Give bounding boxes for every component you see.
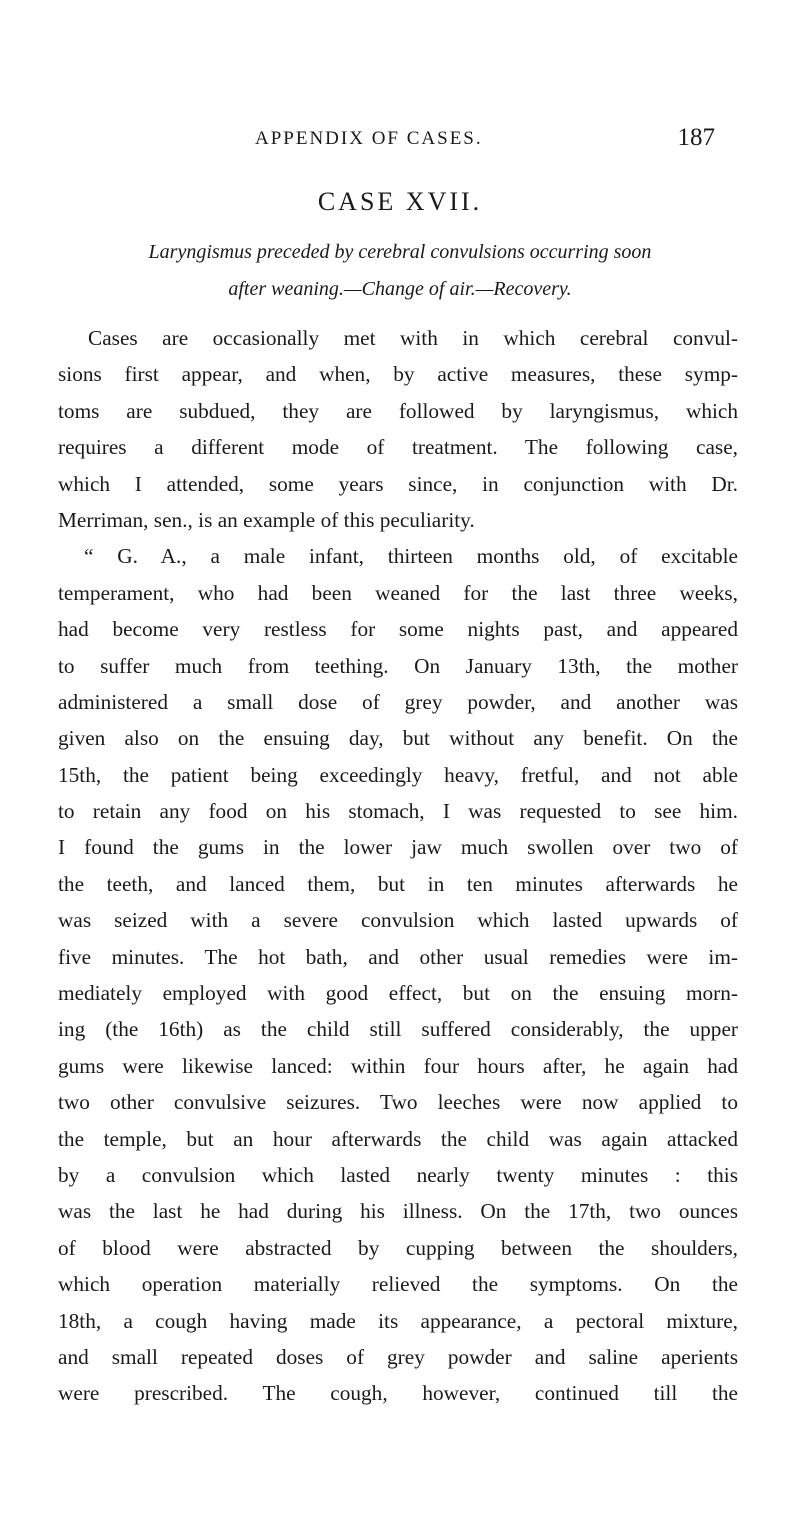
body-line: sions first appear, and when, by active measures, these symp-	[58, 362, 738, 387]
body-line: to suffer much from teething. On January 13th, the mother	[58, 653, 738, 678]
body-line: was seized with a severe convulsion which lasted upwards of	[58, 908, 738, 933]
body-line: mediately employed with good effect, but on the ensuing morn-	[58, 981, 738, 1006]
body-line: had become very restless for some nights past, and appeared	[58, 617, 738, 642]
body-line: toms are subdued, they are followed by laryngismus, which	[58, 398, 738, 423]
body-line: given also on the ensuing day, but without any benefit. On the	[58, 726, 738, 751]
body-line: gums were likewise lanced: within four hours after, he again had	[58, 1053, 738, 1078]
running-head-title: APPENDIX OF CASES.	[255, 128, 483, 149]
body-line: by a convulsion which lasted nearly twenty minutes : this	[58, 1162, 738, 1187]
body-line: “ G. A., a male infant, thirteen months old, of excitable	[84, 544, 738, 569]
case-title: CASE XVII.	[317, 187, 483, 216]
page-number: 187	[677, 124, 715, 151]
body-line: requires a different mode of treatment. The following case,	[58, 435, 738, 460]
body-line: five minutes. The hot bath, and other usual remedies were im-	[58, 944, 738, 969]
case-subtitle-line-1: Laryngismus preceded by cerebral convulsions occurring soon	[148, 241, 652, 263]
body-line: I found the gums in the lower jaw much swollen over two of	[58, 835, 738, 860]
body-line: temperament, who had been weaned for the last three weeks,	[58, 580, 738, 605]
case-subtitle-line-2: after weaning.—Change of air.—Recovery.	[228, 278, 572, 300]
body-line: administered a small dose of grey powder, and another was	[58, 689, 738, 714]
body-line: to retain any food on his stomach, I was requested to see him.	[58, 799, 738, 824]
body-line: the temple, but an hour afterwards the child was again attacked	[58, 1126, 738, 1151]
body-line: was the last he had during his illness. On the 17th, two ounces	[58, 1199, 738, 1224]
body-line: which operation materially relieved the symptoms. On the	[58, 1272, 738, 1297]
body-line: Cases are occasionally met with in which cerebral convul-	[88, 326, 738, 350]
body-text	[58, 320, 738, 1412]
body-line: ing (the 16th) as the child still suffered considerably, the upper	[58, 1017, 738, 1042]
body-line: were prescribed. The cough, however, continued till the	[58, 1381, 738, 1406]
body-line: the teeth, and lanced them, but in ten minutes afterwards he	[58, 871, 738, 896]
body-line: which I attended, some years since, in conjunction with Dr.	[58, 471, 738, 496]
body-line: 18th, a cough having made its appearance, a pectoral mixture,	[58, 1308, 738, 1333]
body-line: of blood were abstracted by cupping between the shoulders,	[58, 1235, 738, 1260]
body-line: two other convulsive seizures. Two leeches were now applied to	[58, 1090, 738, 1115]
body-line: 15th, the patient being exceedingly heavy, fretful, and not able	[58, 762, 738, 787]
running-head	[255, 124, 715, 158]
body-line: Merriman, sen., is an example of this peculiarity.	[58, 507, 475, 532]
body-line: and small repeated doses of grey powder and saline aperients	[58, 1344, 738, 1369]
